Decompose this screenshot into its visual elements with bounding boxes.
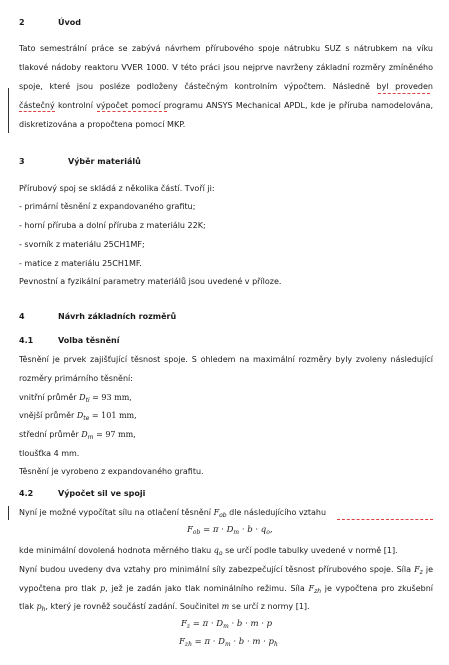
material-line: Těsnění je vyrobeno z expandovaného grafitu.: [19, 467, 204, 476]
math-subscript: zh: [314, 588, 322, 595]
paragraph-line: [19, 564, 433, 578]
change-bar: [8, 506, 9, 520]
text-run: , jež je zadán jako tlak nominálního režimu. Síla: [105, 584, 305, 593]
text-run: se určí z normy [1].: [231, 602, 310, 611]
spellcheck-underline: [19, 111, 55, 112]
dim-value: = 97 mm,: [96, 430, 136, 439]
equation-fz: $F_z = \pi \cdot D_m \cdot b \cdot m \cdot p$: [181, 619, 273, 630]
text-run: vypočtena pro tlak: [19, 584, 97, 593]
list-intro: Přírubový spoj se skládá z několika částí. Tvoří ji:: [19, 184, 215, 193]
dim-label: vnější průměr: [19, 411, 75, 420]
section-4-title: Návrh základních rozměrů: [58, 312, 177, 321]
paragraph-line: [19, 545, 398, 559]
paragraph-line: [19, 583, 433, 597]
math-subscript: ob: [219, 512, 227, 519]
spellcheck-underline: [378, 93, 430, 94]
math-symbol: q: [213, 546, 219, 555]
section-4-1-title: Volba těsnění: [58, 336, 120, 345]
section-3-title: Výběr materiálů: [68, 157, 141, 166]
text-run: , který je rovněž součástí zadání. Součinitel: [45, 602, 220, 611]
dimension-inner: [19, 392, 132, 406]
math-symbol: F: [213, 508, 220, 517]
math-subscript: o: [218, 550, 223, 557]
dim-value: = 101 mm,: [91, 411, 137, 420]
dim-subscript: m: [87, 434, 94, 441]
dim-subscript: te: [83, 415, 90, 422]
text-run: Nyní je možné vypočítat sílu na otlačení těsnění: [19, 508, 212, 517]
dim-value: = 93 mm,: [92, 393, 132, 402]
list-item: - horní příruba a dolní příruba z materiálu 22K;: [19, 221, 206, 230]
thickness-line: tloušťka 4 mm.: [19, 449, 80, 458]
equation-fob: $F_{ob} = \pi \cdot D_m \cdot b \cdot q_o$,: [187, 525, 273, 536]
math-subscript: h: [41, 606, 46, 613]
list-item: - svorník z materiálu 25CH1MF;: [19, 240, 145, 249]
paragraph-line: částečný kontrolní výpočet pomocí programu ANSYS Mechanical APDL, kde je příruba namodelována,: [19, 101, 433, 110]
math-symbol: p: [99, 584, 106, 593]
dim-subscript: ti: [85, 397, 90, 404]
section-4-1-number: 4.1: [19, 336, 34, 345]
section-4-2-title: Výpočet sil ve spoji: [58, 489, 146, 498]
paragraph-line: [19, 507, 326, 521]
section-4-number: 4: [19, 312, 25, 321]
paragraph-line: Tato semestrální práce se zabývá návrhem přírubového spoje nátrubku SUZ s nátrubkem na víku: [19, 44, 433, 53]
math-symbol: m: [221, 602, 230, 611]
dim-label: střední průměr: [19, 430, 79, 439]
math-subscript: z: [419, 569, 423, 576]
paragraph-line: Těsnění je prvek zajišťující těsnost spoje. S ohledem na maximální rozměry byly zvoleny následující: [19, 355, 433, 364]
dim-symbol: D: [76, 411, 84, 420]
paragraph-line: rozměry primárního těsnění:: [19, 374, 133, 383]
dim-symbol: D: [79, 393, 86, 402]
math-symbol: p: [36, 602, 42, 611]
math-symbol: F: [414, 565, 420, 574]
list-item: - primární těsnění z expandovaného grafitu;: [19, 202, 196, 211]
text-run: se určí podle tabulky uvedené v normě [1].: [225, 546, 398, 555]
text-run: tlak: [19, 602, 34, 611]
section-4-2-number: 4.2: [19, 489, 34, 498]
change-bar: [8, 88, 9, 133]
section-2-title: Úvod: [58, 18, 81, 27]
dimension-outer: [19, 410, 137, 424]
math-symbol: F: [308, 584, 315, 593]
dim-symbol: D: [81, 430, 88, 439]
text-run: je vypočtena pro zkušební: [324, 584, 434, 593]
paragraph-line: tlakové nádoby reaktoru VVER 1000. V této práci jsou nejprve navrženy základní rozměry zmíněného: [19, 63, 433, 72]
spellcheck-underline: [97, 111, 167, 112]
spellcheck-underline: [337, 519, 433, 520]
dim-label: vnitřní průměr: [19, 393, 77, 402]
paragraph-line: spoje, které jsou posléze podloženy částečným kontrolním výpočtem. Následně byl proveden: [19, 82, 433, 91]
text-run: je: [425, 565, 433, 574]
equation-fzh: $F_{zh} = \pi \cdot D_m \cdot b \cdot m \cdot p_h$: [179, 637, 278, 648]
section-3-number: 3: [19, 157, 25, 166]
paragraph-line: Pevnostní a fyzikální parametry materiálů jsou uvedené v příloze.: [19, 277, 282, 286]
paragraph-line: [19, 601, 310, 615]
list-item: - matice z materiálu 25CH1MF.: [19, 259, 142, 268]
text-run: kde minimální dovolená hodnota měrného tlaku: [19, 546, 212, 555]
text-run: Nyní budou uvedeny dva vztahy pro minimální síly zabezpečující těsnost přírubového spoje. Síla: [19, 565, 411, 574]
dimension-mean: [19, 429, 136, 443]
text-run: dle následujícího vztahu: [229, 508, 327, 517]
paragraph-line: diskretizována a propočtena pomocí MKP.: [19, 120, 186, 129]
section-2-number: 2: [19, 18, 25, 27]
